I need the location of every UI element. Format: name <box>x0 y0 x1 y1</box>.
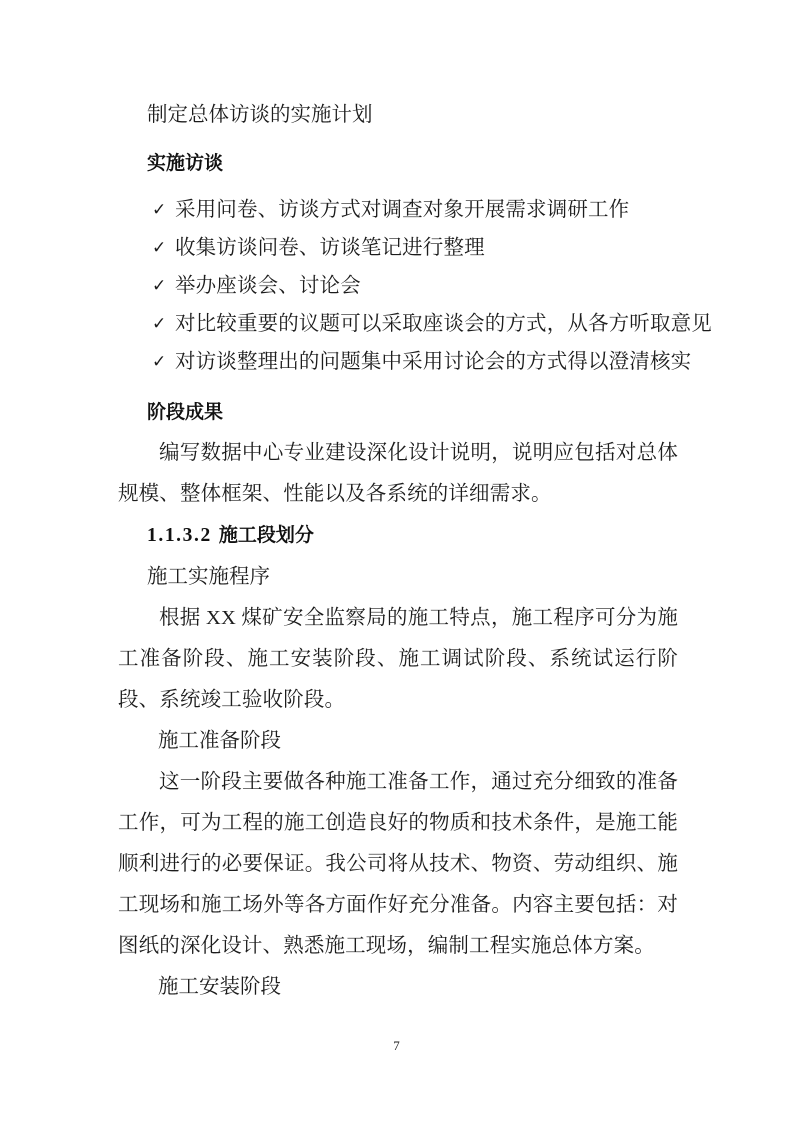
spacer <box>118 136 678 143</box>
construction-preparation-paragraph: 这一阶段主要做各种施工准备工作，通过充分细致的准备工作，可为工程的施工创造良好的物质和技术条件，是施工能顺利进行的必要保证。我公司将从技术、物资、劳动组织、施工现场和施工场外等各方面作好充分准备。内容主要包括：对图纸的深化设计、熟悉施工现场，编制工程实施总体方案。 <box>118 771 678 957</box>
page-content <box>118 95 712 1008</box>
heading-stage-results: 阶段成果 <box>147 401 224 423</box>
list-item-text: 对比较重要的议题可以采取座谈会的方式，从各方听取意见 <box>175 313 712 335</box>
spacer <box>118 381 678 392</box>
list-item <box>118 229 678 267</box>
interview-task-list <box>118 191 712 381</box>
list-item <box>118 305 712 343</box>
spacer <box>118 184 678 191</box>
stage-results-paragraph: 编写数据中心专业建设深化设计说明，说明应包括对总体规模、整体框架、性能以及各系统的详细需求。 <box>118 442 678 505</box>
label-construction-preparation: 施工准备阶段 <box>158 730 281 752</box>
list-item <box>118 343 692 381</box>
page-number: 7 <box>393 1038 400 1053</box>
heading-implement-interview: 实施访谈 <box>147 152 224 174</box>
checkmark-icon: ✓ <box>152 276 167 296</box>
section-heading-1-1-3-2 <box>118 515 678 557</box>
section-number: 1.1.3.2 <box>147 525 212 546</box>
list-item-text: 对访谈整理出的问题集中采用讨论会的方式得以澄清核实 <box>175 351 692 373</box>
construction-procedure-paragraph: 根据 XX 煤矿安全监察局的施工特点，施工程序可分为施工准备阶段、施工安装阶段、施工调试阶段、系统试运行阶段、系统竣工验收阶段。 <box>118 607 678 711</box>
list-item <box>118 191 678 229</box>
list-item-text: 举办座谈会、讨论会 <box>175 275 361 297</box>
list-item-text: 收集访谈问卷、访谈笔记进行整理 <box>175 237 485 259</box>
list-item <box>118 267 678 305</box>
checkmark-icon: ✓ <box>152 238 167 258</box>
checkmark-icon: ✓ <box>152 200 167 220</box>
list-item-text: 采用问卷、访谈方式对调查对象开展需求调研工作 <box>175 199 630 221</box>
label-construction-procedure: 施工实施程序 <box>147 566 270 588</box>
label-construction-installation: 施工安装阶段 <box>158 976 281 998</box>
checkmark-icon: ✓ <box>152 314 167 334</box>
intro-line: 制定总体访谈的实施计划 <box>147 104 373 126</box>
checkmark-icon: ✓ <box>152 352 167 372</box>
section-title: 施工段划分 <box>218 524 314 546</box>
